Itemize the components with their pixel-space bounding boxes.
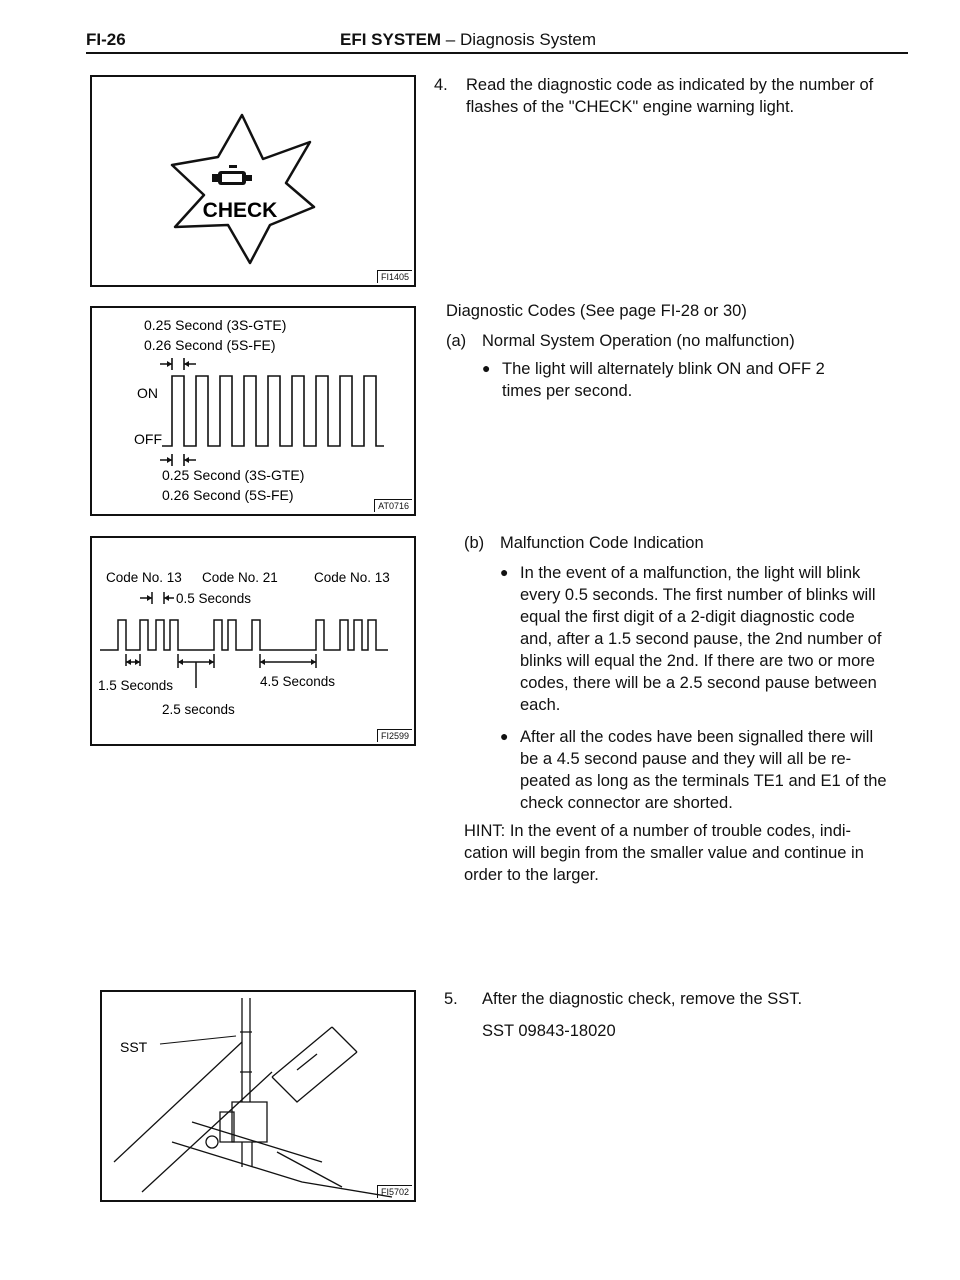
header-rule — [86, 52, 908, 54]
item-b-bullet1-line-3: equal the first digit of a 2-digit diagnostic code — [520, 608, 855, 626]
step-5-text: After the diagnostic check, remove the SST. — [482, 990, 803, 1008]
bullet-icon: ● — [500, 564, 509, 580]
item-b-bullet2-line-4: check connector are shorted. — [520, 794, 733, 812]
page-title — [340, 30, 596, 50]
top-duration-line2: 0.26 Second (5S-FE) — [144, 337, 276, 353]
pause-4-5-label: 4.5 Seconds — [260, 674, 336, 689]
code-label-2: Code No. 21 — [202, 570, 278, 585]
item-b-bullet1-line-6: codes, there will be a 2.5 second pause between — [520, 674, 877, 692]
item-b-text: Malfunction Code Indication — [500, 534, 704, 552]
code-label-3: Code No. 13 — [314, 570, 390, 585]
sst-connector-drawing — [102, 992, 414, 1200]
item-a-bullet-line-2: times per second. — [502, 382, 633, 400]
item-b-bullet2-line-1: After all the codes have been signalled there will — [520, 728, 874, 746]
malfunction-blink-diagram — [92, 538, 414, 744]
figure-id: FI5702 — [377, 1185, 412, 1198]
hint-line-1: HINT: In the event of a number of trouble codes, indi- — [464, 822, 852, 840]
malfunction-waveform — [100, 620, 388, 650]
bottom-duration-line2: 0.26 Second (5S-FE) — [162, 487, 294, 503]
figure-id: FI2599 — [377, 729, 412, 742]
on-off-waveform — [162, 376, 384, 446]
bottom-duration-line1: 0.25 Second (3S-GTE) — [162, 467, 305, 483]
bullet-icon: ● — [482, 360, 491, 376]
item-a-text: Normal System Operation (no malfunction) — [482, 332, 795, 350]
normal-blink-diagram — [92, 308, 414, 514]
item-b-bullet1-line-5: blinks will equal the 2nd. If there are two or more — [520, 652, 875, 670]
step-5-number: 5. — [444, 990, 458, 1008]
title-bold: EFI SYSTEM — [340, 30, 442, 49]
check-label: CHECK — [202, 199, 278, 222]
step-4-number: 4. — [434, 76, 448, 94]
check-light-figure — [90, 75, 416, 287]
on-label: ON — [137, 385, 158, 401]
step-4-line-2: flashes of the "CHECK" engine warning light. — [466, 98, 795, 116]
codes-heading: Diagnostic Codes (See page FI-28 or 30) — [446, 302, 747, 320]
item-b-bullet1-line-1: In the event of a malfunction, the light will blink — [520, 564, 861, 582]
item-b-bullet1-line-4: and, after a 1.5 second pause, the 2nd number of — [520, 630, 882, 648]
sst-removal-figure — [100, 990, 416, 1202]
item-b-bullet1-line-7: each. — [520, 696, 561, 714]
figure-id: FI1405 — [377, 270, 412, 283]
malfunction-blink-figure — [90, 536, 416, 746]
pause-2-5-label: 2.5 seconds — [162, 702, 235, 717]
hint-line-2: cation will begin from the smaller value and continue in — [464, 844, 864, 862]
hint-line-3: order to the larger. — [464, 866, 599, 884]
pause-1-5-label: 1.5 Seconds — [98, 678, 174, 693]
half-second-label: 0.5 Seconds — [176, 591, 252, 606]
normal-blink-figure — [90, 306, 416, 516]
figure-id: AT0716 — [374, 499, 412, 512]
off-label: OFF — [134, 431, 162, 447]
item-b-bullet2-line-3: peated as long as the terminals TE1 and E1 of the — [520, 772, 887, 790]
bullet-icon: ● — [500, 728, 509, 744]
item-a-label: (a) — [446, 332, 467, 350]
sst-label: SST — [120, 1039, 148, 1055]
check-light-burst-icon — [92, 77, 414, 285]
step-4-line-1: Read the diagnostic code as indicated by the number of — [466, 76, 874, 94]
code-label-1: Code No. 13 — [106, 570, 182, 585]
title-rest: – Diagnosis System — [441, 30, 597, 49]
sst-part-number: SST 09843-18020 — [482, 1022, 616, 1040]
page-number: FI-26 — [86, 30, 126, 49]
item-b-bullet1-line-2: every 0.5 seconds. The first number of blinks will — [520, 586, 876, 604]
item-b-bullet2-line-2: be a 4.5 second pause and they will all be re- — [520, 750, 852, 768]
item-a-bullet-line-1: The light will alternately blink ON and OFF 2 — [502, 360, 825, 378]
item-b-label: (b) — [464, 534, 485, 552]
top-duration-line1: 0.25 Second (3S-GTE) — [144, 317, 287, 333]
